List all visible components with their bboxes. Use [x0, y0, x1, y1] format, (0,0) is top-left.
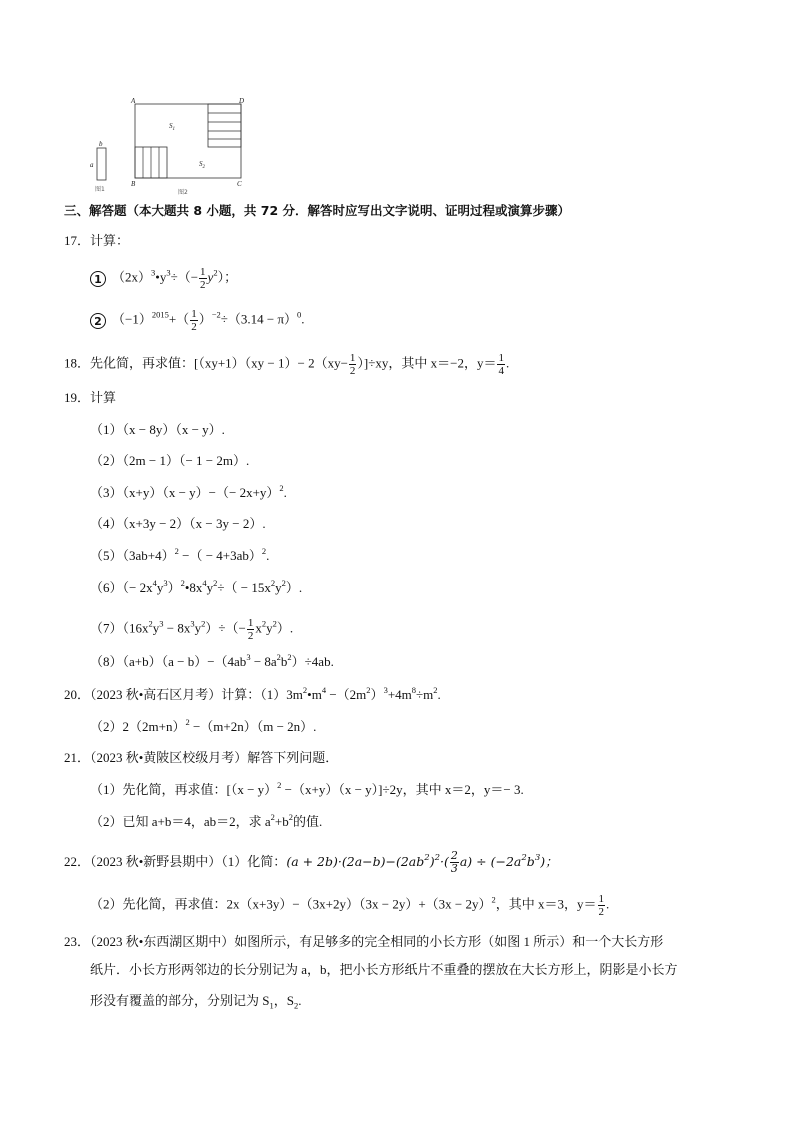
fraction: $\frac{1}{2}$ [200, 266, 206, 291]
q21-line2: （2）已知 a+b＝4，ab＝2，求 $a^2+b^2$的值. [90, 812, 323, 829]
q19-item7: $(7)(16x^2y^3 - 8x^3y^2)\div(-$ $\frac{1}{2}$ $x^2y^2$）. [90, 617, 294, 642]
region-s2: $S_2$ [199, 160, 205, 170]
q19-item6: $(6)(- 2x^4y^3)^2•8x^4y^2\div( - 15x^2y^2)$. [90, 578, 303, 595]
fraction: $\frac{1}{2}$ [191, 308, 197, 333]
q19-item1: （1）（x − 8y）（x − y）. [90, 422, 225, 437]
corner-d: D [239, 97, 245, 105]
corner-a: A [131, 97, 136, 105]
fraction: $\frac{2}{3}$ [450, 849, 458, 875]
circled-number: 1 [90, 271, 106, 287]
fig1-caption: 图1 [95, 186, 105, 193]
rectangle-figure [86, 94, 256, 198]
q23-line1: 23．（2023 秋•东西湖区期中）如图所示，有足够多的完全相同的小长方形（如图 1 所示）和一个大长方形 [64, 934, 664, 949]
q17-item2: 2 $(-1)^{2015}+$（ $\frac{1}{2}$ ）$^{-2}\div(3.14 - \pi)^0$. [90, 308, 305, 333]
q19-item5: $(5)(3ab+4)^2$ −（ − 4+3ab）$^2$. [90, 546, 270, 563]
q17-stem: 17．计算： [64, 233, 130, 248]
q19-stem: 19．计算 [64, 390, 117, 405]
corner-b: B [131, 180, 136, 188]
q19-item2: （2）（2m − 1）（− 1 − 2m）. [90, 453, 250, 468]
fraction: $\frac{1}{2}$ [598, 893, 605, 918]
q18: 18．先化简，再求值：[（xy+1）（xy − 1）− 2（xy− $\frac{1}{2}$ ）]÷xy，其中 x＝−2，y＝ $\frac{1}{4}$ . [64, 352, 510, 377]
q22-line1: 22．（2023 秋•新野县期中）（1）化简：$(a + 2b)\cdot(2a-b)-(2ab^2)^2\cdot$( $\frac{2}{3}$ $a) \div (-2a^2b^3)$； [64, 849, 558, 875]
fraction: $\frac{1}{2}$ [247, 617, 254, 642]
q21-line1: （1）先化简，再求值：$[(x - y)^2 -(x+y)(x - y)]\div 2y$，其中 x＝2，y＝− 3. [90, 780, 524, 797]
region-s1: $S_1$ [169, 122, 175, 132]
q19-item3: $(3)(x+y)(x - y)-(- 2x+y)^2$. [90, 483, 287, 500]
q22-line2: （2）先化简，再求值：$2x(x+3y)-(3x+2y)(3x - 2y)+(3x - 2y)^2$，其中 x＝3，y＝ $\frac{1}{2}$ . [90, 893, 610, 918]
fraction: $\frac{1}{2}$ [349, 352, 356, 377]
q19-item8: $(8)(a+b)(a - b)-(4ab^3 - 8a^2b^2)\div 4ab$. [90, 652, 334, 669]
q19-item4: （4）（x+3y − 2）（x − 3y − 2）. [90, 516, 266, 531]
q23-line2: 纸片．小长方形两邻边的长分别记为 a，b，把小长方形纸片不重叠的摆放在大长方形上，阴影是小长方 [90, 962, 678, 977]
q20-line1: 20．（2023 秋•高石区月考）计算：$(1)3m^2•m^4 -(2m^2)^3+4m^8\div m^2$. [64, 685, 441, 702]
figure-svg [86, 94, 256, 198]
q20-line2: $(2)2(2m+n)^2 -(m+2n)(m - 2n)$. [90, 717, 317, 734]
q23-line3: 形没有覆盖的部分，分别记为 $S_1$，$S_2$. [90, 993, 302, 1011]
fig2-caption: 图2 [178, 189, 188, 196]
fig1-side-b: b [99, 140, 103, 148]
corner-c: C [237, 180, 242, 188]
section-3-heading: 三、解答题（本大题共 8 小题，共 72 分．解答时应写出文字说明、证明过程或演算步骤） [64, 203, 571, 218]
fig1-side-a: a [90, 161, 94, 169]
q17-item1: 1 $(2x)^3•y^3\div(-$ $\frac{1}{2}$ $y^2$）； [90, 266, 237, 291]
fig1-rect [97, 148, 106, 180]
circled-number: 2 [90, 313, 106, 329]
fraction: $\frac{1}{4}$ [498, 352, 504, 377]
q21-stem: 21．（2023 秋•黄陂区校级月考）解答下列问题． [64, 750, 339, 765]
top-right-block [208, 104, 241, 147]
